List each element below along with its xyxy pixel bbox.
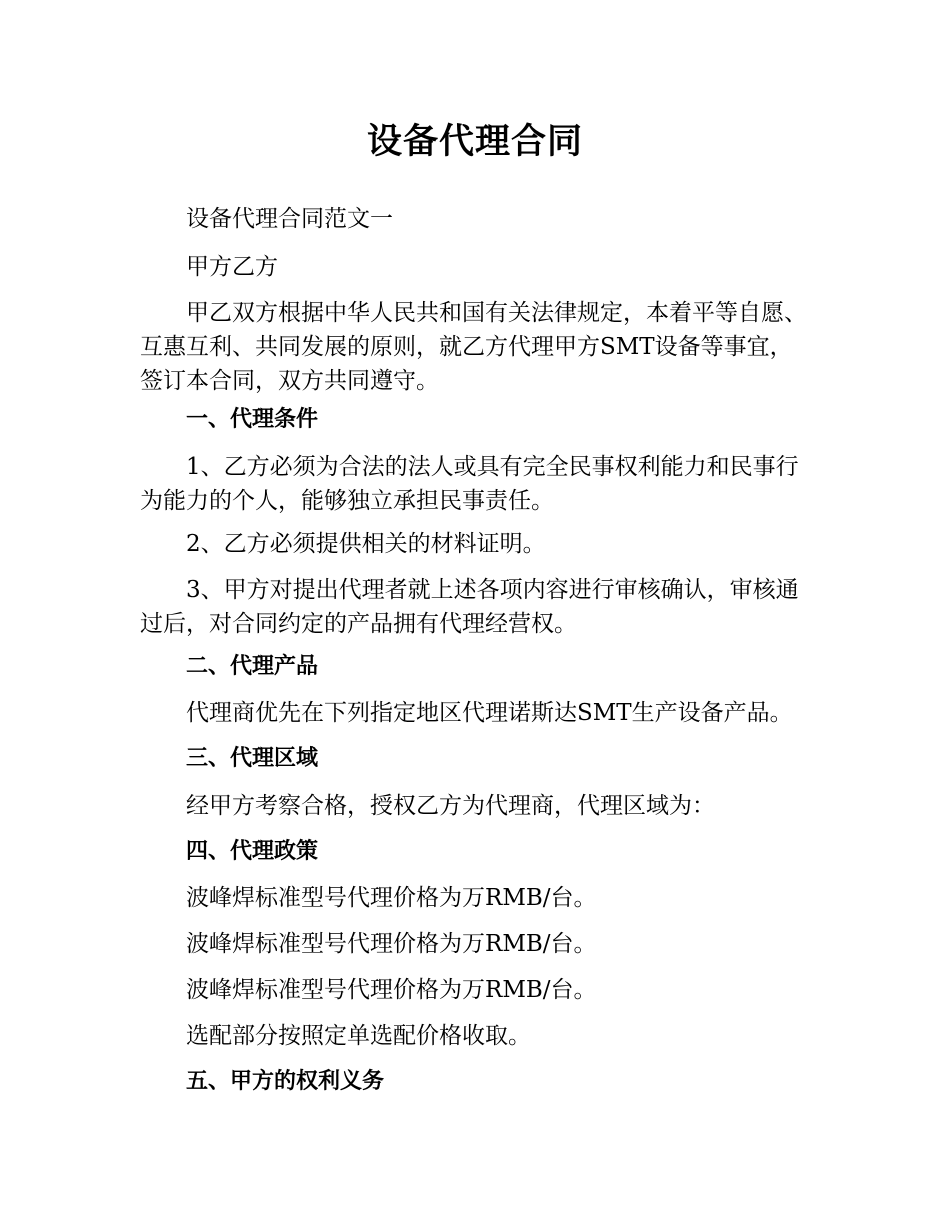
section-1-paragraph-2: 2、乙方必须提供相关的材料证明。 [186,531,546,557]
section-heading-2: 二、代理产品 [186,654,319,679]
section-1-paragraph-3: 3、甲方对提出代理者就上述各项内容进行审核确认，审核通过后，对合同约定的产品拥有代理经营权。 [140,577,799,637]
document-title: 设备代理合同 [366,122,583,162]
parties-paragraph: 甲方乙方 [186,254,278,280]
section-4-paragraph-3: 波峰焊标准型号代理价格为万RMB/台。 [186,977,597,1003]
section-1-paragraph-1: 1、乙方必须为合法的法人或具有完全民事权利能力和民事行为能力的个人，能够独立承担民事责任。 [140,454,799,514]
section-4-paragraph-1: 波峰焊标准型号代理价格为万RMB/台。 [186,885,597,911]
section-heading-5: 五、甲方的权利义务 [186,1069,385,1094]
subtitle-paragraph: 设备代理合同范文一 [186,206,393,232]
section-2-paragraph-1: 代理商优先在下列指定地区代理诺斯达SMT生产设备产品。 [186,700,793,726]
section-heading-4: 四、代理政策 [186,839,319,864]
section-4-paragraph-2: 波峰焊标准型号代理价格为万RMB/台。 [186,931,597,957]
intro-paragraph: 甲乙双方根据中华人民共和国有关法律规定，本着平等自愿、互惠互利、共同发展的原则，就乙方代理甲方SMT设备等事宜，签订本合同，双方共同遵守。 [140,300,807,394]
section-3-paragraph-1: 经甲方考察合格，授权乙方为代理商，代理区域为： [186,793,715,819]
section-heading-3: 三、代理区域 [186,746,319,771]
section-heading-1: 一、代理条件 [186,407,319,432]
section-4-paragraph-4: 选配部分按照定单选配价格收取。 [186,1023,531,1049]
